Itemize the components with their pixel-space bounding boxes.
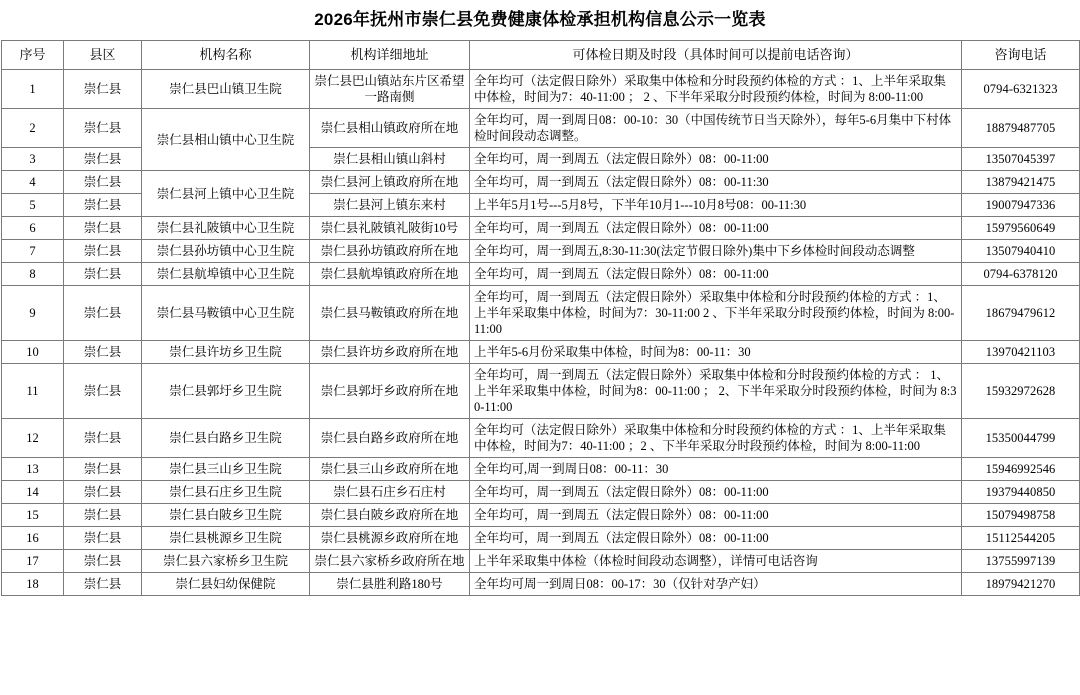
cell-phone: 18679479612: [962, 286, 1080, 341]
cell-institution: 崇仁县白路乡卫生院: [142, 419, 310, 458]
cell-schedule: 全年均可（法定假日除外）采取集中体检和分时段预约体检的方式 ：1、上半年采取集中体检，时间为7：40-11:00 ； 2 、下半年采取分时段预约体检，时间为 8:00-11:00: [470, 70, 962, 109]
column-header-county: 县区: [64, 41, 142, 70]
cell-seq: 15: [2, 504, 64, 527]
column-header-phone: 咨询电话: [962, 41, 1080, 70]
cell-schedule: 全年均可（法定假日除外）采取集中体检和分时段预约体检的方式 ：1、上半年采取集中体检，时间为7：40-11:00 ；2 、下半年采取分时段预约体检，时间为 8:00-11:00: [470, 419, 962, 458]
cell-address: 崇仁县相山镇政府所在地: [310, 109, 470, 148]
table-row: [2, 109, 1080, 148]
cell-phone: 18879487705: [962, 109, 1080, 148]
cell-schedule: 全年均可，周一到周五（法定假日除外）08：00-11:00: [470, 148, 962, 171]
table-row: [2, 70, 1080, 109]
cell-phone: 13879421475: [962, 171, 1080, 194]
column-header-seq: 序号: [2, 41, 64, 70]
cell-county: 崇仁县: [64, 148, 142, 171]
cell-county: 崇仁县: [64, 341, 142, 364]
cell-county: 崇仁县: [64, 109, 142, 148]
cell-county: 崇仁县: [64, 217, 142, 240]
cell-county: 崇仁县: [64, 70, 142, 109]
table-row: [2, 550, 1080, 573]
cell-phone: 13507045397: [962, 148, 1080, 171]
cell-phone: 15350044799: [962, 419, 1080, 458]
cell-address: 崇仁县巴山镇站东片区希望一路南侧: [310, 70, 470, 109]
cell-phone: 15112544205: [962, 527, 1080, 550]
table-row: [2, 504, 1080, 527]
table-header-row: [2, 41, 1080, 70]
cell-county: 崇仁县: [64, 194, 142, 217]
cell-seq: 12: [2, 419, 64, 458]
cell-county: 崇仁县: [64, 240, 142, 263]
cell-county: 崇仁县: [64, 364, 142, 419]
cell-schedule: 全年均可周一到周日08：00-17：30（仅针对孕产妇）: [470, 573, 962, 596]
cell-address: 崇仁县白陂乡政府所在地: [310, 504, 470, 527]
cell-institution: 崇仁县许坊乡卫生院: [142, 341, 310, 364]
cell-seq: 4: [2, 171, 64, 194]
cell-schedule: 全年均可，周一到周五（法定假日除外）采取集中体检和分时段预约体检的方式 ： 1、上半年采取集中体检，时间为8：00-11:00 ； 2、下半年采取分时段预约体检，时间为 8:30-11:00: [470, 364, 962, 419]
cell-county: 崇仁县: [64, 263, 142, 286]
cell-seq: 7: [2, 240, 64, 263]
cell-schedule: 全年均可,周一到周日08：00-11：30: [470, 458, 962, 481]
cell-schedule: 全年均可，周一到周五（法定假日除外）08：00-11:00: [470, 504, 962, 527]
table-row: [2, 240, 1080, 263]
cell-county: 崇仁县: [64, 481, 142, 504]
table-row: [2, 217, 1080, 240]
cell-institution: 崇仁县六家桥乡卫生院: [142, 550, 310, 573]
cell-seq: 13: [2, 458, 64, 481]
column-header-institution: 机构名称: [142, 41, 310, 70]
cell-institution: 崇仁县河上镇中心卫生院: [142, 171, 310, 217]
cell-address: 崇仁县河上镇政府所在地: [310, 171, 470, 194]
cell-county: 崇仁县: [64, 573, 142, 596]
cell-county: 崇仁县: [64, 527, 142, 550]
cell-institution: 崇仁县妇幼保健院: [142, 573, 310, 596]
cell-county: 崇仁县: [64, 171, 142, 194]
page-title: 2026年抚州市崇仁县免费健康体检承担机构信息公示一览表: [314, 10, 766, 29]
cell-county: 崇仁县: [64, 419, 142, 458]
cell-institution: 崇仁县航埠镇中心卫生院: [142, 263, 310, 286]
table-row: [2, 364, 1080, 419]
cell-address: 崇仁县白路乡政府所在地: [310, 419, 470, 458]
cell-phone: 13507940410: [962, 240, 1080, 263]
table-row: [2, 481, 1080, 504]
table-row: [2, 527, 1080, 550]
cell-address: 崇仁县胜利路180号: [310, 573, 470, 596]
cell-phone: 15932972628: [962, 364, 1080, 419]
cell-seq: 6: [2, 217, 64, 240]
cell-schedule: 全年均可，周一到周五（法定假日除外）08：00-11:00: [470, 263, 962, 286]
cell-seq: 2: [2, 109, 64, 148]
cell-institution: 崇仁县相山镇中心卫生院: [142, 109, 310, 171]
cell-county: 崇仁县: [64, 550, 142, 573]
cell-seq: 9: [2, 286, 64, 341]
cell-seq: 17: [2, 550, 64, 573]
cell-address: 崇仁县三山乡政府所在地: [310, 458, 470, 481]
cell-institution: 崇仁县巴山镇卫生院: [142, 70, 310, 109]
cell-seq: 8: [2, 263, 64, 286]
cell-address: 崇仁县礼陂镇礼陂街10号: [310, 217, 470, 240]
cell-institution: 崇仁县孙坊镇中心卫生院: [142, 240, 310, 263]
table-row: [2, 458, 1080, 481]
cell-schedule: 全年均可，周一到周五（法定假日除外）08：00-11:00: [470, 527, 962, 550]
table-header: [2, 41, 1080, 70]
cell-institution: 崇仁县白陂乡卫生院: [142, 504, 310, 527]
cell-address: 崇仁县许坊乡政府所在地: [310, 341, 470, 364]
table-row: [2, 573, 1080, 596]
cell-phone: 15079498758: [962, 504, 1080, 527]
cell-institution: 崇仁县礼陂镇中心卫生院: [142, 217, 310, 240]
cell-address: 崇仁县相山镇山斜村: [310, 148, 470, 171]
cell-address: 崇仁县郭圩乡政府所在地: [310, 364, 470, 419]
cell-address: 崇仁县孙坊镇政府所在地: [310, 240, 470, 263]
table-row: [2, 263, 1080, 286]
table-row: [2, 171, 1080, 194]
cell-institution: 崇仁县马鞍镇中心卫生院: [142, 286, 310, 341]
cell-schedule: 上半年5-6月份采取集中体检，时间为8：00-11：30: [470, 341, 962, 364]
cell-seq: 14: [2, 481, 64, 504]
cell-seq: 16: [2, 527, 64, 550]
cell-address: 崇仁县石庄乡石庄村: [310, 481, 470, 504]
health-checkup-institutions-table: [1, 40, 1080, 596]
cell-institution: 崇仁县三山乡卫生院: [142, 458, 310, 481]
table-row: [2, 341, 1080, 364]
cell-county: 崇仁县: [64, 504, 142, 527]
cell-schedule: 全年均可，周一到周五,8:30-11:30(法定节假日除外)集中下乡体检时间段动态调整: [470, 240, 962, 263]
cell-address: 崇仁县六家桥乡政府所在地: [310, 550, 470, 573]
cell-address: 崇仁县马鞍镇政府所在地: [310, 286, 470, 341]
table-row: [2, 286, 1080, 341]
cell-address: 崇仁县河上镇东来村: [310, 194, 470, 217]
table-body: [2, 70, 1080, 596]
column-header-schedule: 可体检日期及时段（具体时间可以提前电话咨询）: [470, 41, 962, 70]
cell-seq: 1: [2, 70, 64, 109]
cell-schedule: 全年均可，周一到周五（法定假日除外）08：00-11:00: [470, 217, 962, 240]
cell-phone: 18979421270: [962, 573, 1080, 596]
cell-phone: 13970421103: [962, 341, 1080, 364]
cell-schedule: 上半年5月1号---5月8号，下半年10月1---10月8号08：00-11:30: [470, 194, 962, 217]
cell-schedule: 全年均可，周一到周日08：00-10：30（中国传统节日当天除外），每年5-6月集中下村体检时间段动态调整。: [470, 109, 962, 148]
table-row: [2, 419, 1080, 458]
cell-schedule: 全年均可，周一到周五（法定假日除外）采取集中体检和分时段预约体检的方式 ：1、上半年采取集中体检，时间为7：30-11:00 2 、下半年采取分时段预约体检，时间为 8:00-11:00: [470, 286, 962, 341]
cell-schedule: 全年均可，周一到周五（法定假日除外）08：00-11:30: [470, 171, 962, 194]
cell-phone: 0794-6321323: [962, 70, 1080, 109]
cell-address: 崇仁县航埠镇政府所在地: [310, 263, 470, 286]
cell-schedule: 上半年采取集中体检（体检时间段动态调整），详情可电话咨询: [470, 550, 962, 573]
cell-institution: 崇仁县石庄乡卫生院: [142, 481, 310, 504]
cell-phone: 15946992546: [962, 458, 1080, 481]
cell-seq: 5: [2, 194, 64, 217]
cell-institution: 崇仁县郭圩乡卫生院: [142, 364, 310, 419]
cell-seq: 3: [2, 148, 64, 171]
cell-phone: 0794-6378120: [962, 263, 1080, 286]
cell-institution: 崇仁县桃源乡卫生院: [142, 527, 310, 550]
cell-county: 崇仁县: [64, 458, 142, 481]
cell-seq: 10: [2, 341, 64, 364]
cell-county: 崇仁县: [64, 286, 142, 341]
cell-address: 崇仁县桃源乡政府所在地: [310, 527, 470, 550]
cell-phone: 19007947336: [962, 194, 1080, 217]
cell-phone: 19379440850: [962, 481, 1080, 504]
cell-schedule: 全年均可，周一到周五（法定假日除外）08：00-11:00: [470, 481, 962, 504]
cell-phone: 13755997139: [962, 550, 1080, 573]
cell-phone: 15979560649: [962, 217, 1080, 240]
cell-seq: 11: [2, 364, 64, 419]
column-header-address: 机构详细地址: [310, 41, 470, 70]
cell-seq: 18: [2, 573, 64, 596]
